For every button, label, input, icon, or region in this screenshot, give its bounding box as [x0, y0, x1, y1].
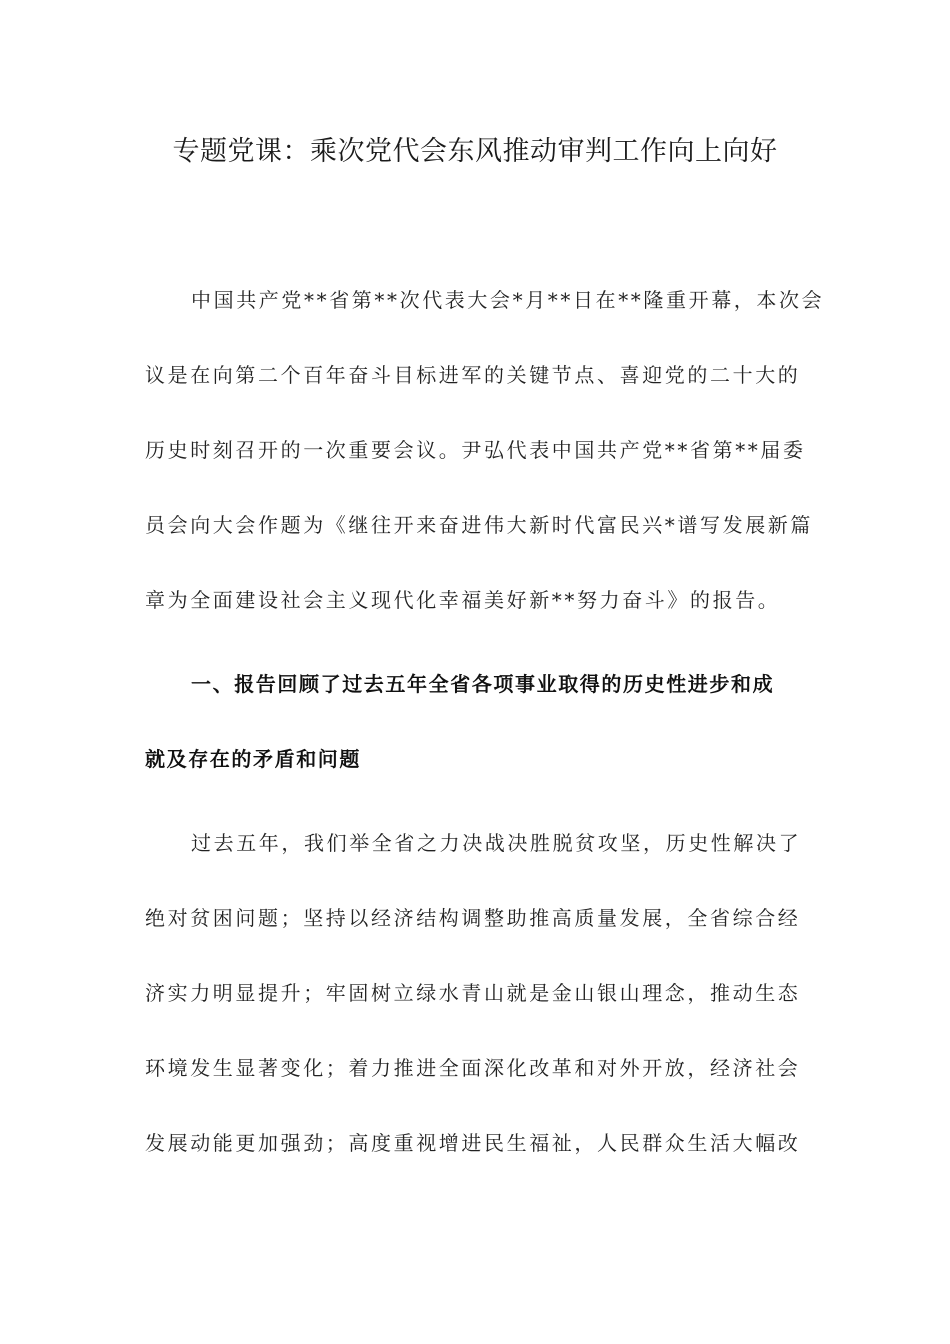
paragraph-line: 议是在向第二个百年奋斗目标进军的关键节点、喜迎党的二十大的: [145, 363, 801, 387]
paragraph-line: 过去五年，我们举全省之力决战决胜脱贫攻坚，历史性解决了: [191, 831, 802, 855]
heading-line: 就及存在的矛盾和问题: [145, 747, 361, 771]
paragraph-line: 员会向大会作题为《继往开来奋进伟大新时代富民兴*谱写发展新篇: [145, 513, 813, 537]
paragraph-line: 济实力明显提升；牢固树立绿水青山就是金山银山理念，推动生态: [145, 981, 801, 1005]
paragraph-line: 绝对贫困问题；坚持以经济结构调整助推高质量发展，全省综合经: [145, 906, 801, 930]
document-title: 专题党课：乘次党代会东风推动审判工作向上向好: [172, 136, 778, 167]
paragraph-line: 章为全面建设社会主义现代化幸福美好新**努力奋斗》的报告。: [145, 588, 781, 612]
paragraph-line: 中国共产党**省第**次代表大会*月**日在**隆重开幕，本次会: [191, 288, 825, 312]
heading-line: 一、报告回顾了过去五年全省各项事业取得的历史性进步和成: [191, 672, 775, 696]
paragraph-line: 发展动能更加强劲；高度重视增进民生福祉，人民群众生活大幅改: [145, 1131, 801, 1155]
paragraph-line: 历史时刻召开的一次重要会议。尹弘代表中国共产党**省第**届委: [145, 438, 806, 462]
paragraph-line: 环境发生显著变化；着力推进全面深化改革和对外开放，经济社会: [145, 1056, 801, 1080]
